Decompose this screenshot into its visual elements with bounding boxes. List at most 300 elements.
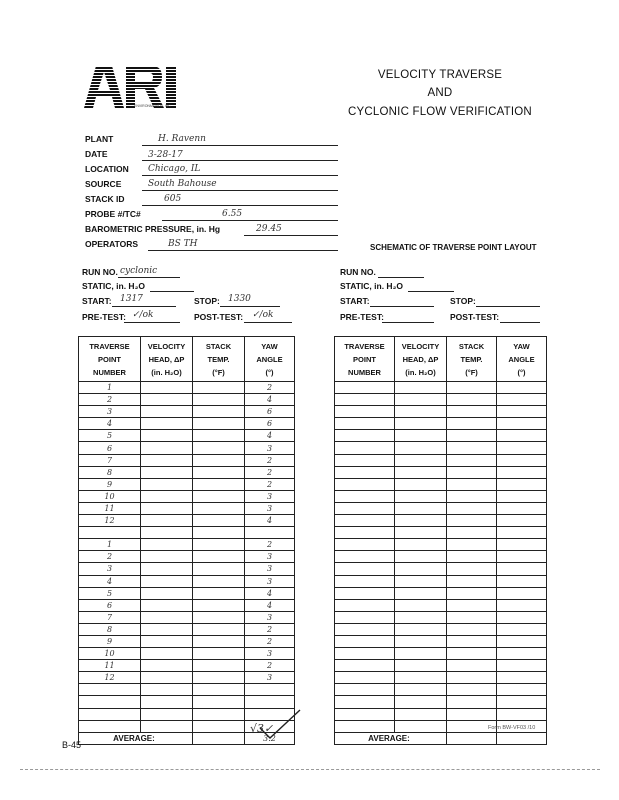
table-row bbox=[335, 696, 547, 708]
plant-line bbox=[142, 145, 338, 146]
velocity-head-cell bbox=[395, 672, 447, 684]
point-number-cell: 4 bbox=[79, 418, 141, 430]
stack-temp-cell bbox=[193, 611, 245, 623]
yaw-angle-cell: 4 bbox=[245, 430, 295, 442]
point-number-cell: 5 bbox=[79, 587, 141, 599]
stack-temp-cell bbox=[447, 696, 497, 708]
velocity-head-cell bbox=[395, 551, 447, 563]
yaw-angle-cell bbox=[497, 502, 547, 514]
point-number-cell: 12 bbox=[79, 672, 141, 684]
scan-edge-line bbox=[20, 769, 600, 770]
yaw-angle-cell bbox=[497, 648, 547, 660]
stack-temp-cell bbox=[447, 406, 497, 418]
velocity-head-cell bbox=[141, 684, 193, 696]
schematic-label: SCHEMATIC OF TRAVERSE POINT LAYOUT bbox=[370, 243, 537, 252]
point-number-cell bbox=[335, 563, 395, 575]
stack-temp-cell bbox=[447, 466, 497, 478]
stack-temp-cell bbox=[193, 394, 245, 406]
stack-temp-cell bbox=[193, 623, 245, 635]
velocity-head-cell bbox=[395, 502, 447, 514]
point-number-cell: 2 bbox=[79, 551, 141, 563]
velocity-head-cell bbox=[395, 696, 447, 708]
stack-temp-cell bbox=[447, 611, 497, 623]
stack-temp-cell bbox=[193, 575, 245, 587]
date-label: DATE bbox=[85, 149, 108, 159]
left-run-no-label: RUN NO. bbox=[82, 267, 118, 277]
stack-temp-cell bbox=[447, 587, 497, 599]
table-row bbox=[335, 708, 547, 720]
yaw-angle-cell bbox=[497, 515, 547, 527]
stack-temp-cell bbox=[447, 708, 497, 720]
point-number-cell bbox=[335, 382, 395, 394]
baro-label: BAROMETRIC PRESSURE, in. Hg bbox=[85, 224, 221, 234]
velocity-head-cell bbox=[395, 563, 447, 575]
velocity-head-cell bbox=[395, 660, 447, 672]
yaw-angle-cell: 2 bbox=[245, 466, 295, 478]
traverse-point-header: TRAVERSE POINT NUMBER bbox=[79, 337, 141, 382]
table-row bbox=[79, 684, 295, 696]
stack-temp-cell bbox=[447, 563, 497, 575]
velocity-head-cell bbox=[141, 515, 193, 527]
average-yaw-value: 3.2 bbox=[245, 732, 295, 744]
point-number-cell bbox=[335, 672, 395, 684]
point-number-cell: 12 bbox=[79, 515, 141, 527]
table-row bbox=[335, 660, 547, 672]
velocity-head-cell bbox=[395, 490, 447, 502]
stack-id-value: 605 bbox=[164, 194, 182, 204]
velocity-head-cell bbox=[395, 466, 447, 478]
average-row bbox=[335, 732, 547, 744]
point-number-cell bbox=[335, 696, 395, 708]
right-posttest-label: POST-TEST: bbox=[450, 312, 500, 322]
table-row bbox=[335, 648, 547, 660]
stack-temp-cell bbox=[447, 648, 497, 660]
right-run-no-label: RUN NO. bbox=[340, 267, 376, 277]
point-number-cell bbox=[335, 442, 395, 454]
point-number-cell: 3 bbox=[79, 406, 141, 418]
plant-label: PLANT bbox=[85, 134, 114, 144]
velocity-head-cell bbox=[395, 442, 447, 454]
point-number-cell: 3 bbox=[79, 563, 141, 575]
table-row bbox=[79, 696, 295, 708]
right-static-label: STATIC, in. H₂O bbox=[340, 281, 403, 291]
left-posttest-line bbox=[244, 322, 292, 323]
left-start-value: 1317 bbox=[120, 294, 143, 304]
yaw-angle-cell: 3 bbox=[245, 490, 295, 502]
table-row bbox=[79, 478, 295, 490]
yaw-angle-cell bbox=[497, 539, 547, 551]
stack-temp-cell bbox=[193, 635, 245, 647]
operators-label: OPERATORS bbox=[85, 239, 139, 249]
velocity-head-cell bbox=[141, 418, 193, 430]
left-static-label: STATIC, in. H₂O bbox=[82, 281, 145, 291]
stack-temp-header: STACK TEMP. (°F) bbox=[193, 337, 245, 382]
left-start-label: START: bbox=[82, 296, 112, 306]
table-row bbox=[79, 442, 295, 454]
yaw-angle-cell bbox=[497, 672, 547, 684]
table-row bbox=[79, 575, 295, 587]
yaw-angle-cell bbox=[245, 696, 295, 708]
yaw-angle-cell bbox=[497, 696, 547, 708]
stack-temp-cell bbox=[447, 394, 497, 406]
yaw-angle-cell bbox=[497, 442, 547, 454]
table-row bbox=[335, 551, 547, 563]
table-row bbox=[79, 623, 295, 635]
average-label: AVERAGE: bbox=[79, 732, 193, 744]
stack-temp-cell bbox=[447, 575, 497, 587]
velocity-head-cell bbox=[141, 527, 193, 539]
stack-temp-cell bbox=[193, 708, 245, 720]
table-row bbox=[79, 430, 295, 442]
yaw-angle-cell: 2 bbox=[245, 454, 295, 466]
yaw-angle-cell bbox=[497, 454, 547, 466]
point-number-cell: 8 bbox=[79, 466, 141, 478]
handwritten-note: √3✓ bbox=[250, 722, 274, 735]
velocity-head-cell bbox=[141, 442, 193, 454]
velocity-head-header: VELOCITY HEAD, ΔP (in. H₂O) bbox=[141, 337, 193, 382]
velocity-head-cell bbox=[395, 599, 447, 611]
stack-temp-cell bbox=[447, 442, 497, 454]
yaw-angle-cell: 2 bbox=[245, 623, 295, 635]
velocity-head-cell bbox=[141, 599, 193, 611]
velocity-head-cell bbox=[141, 696, 193, 708]
velocity-head-cell bbox=[395, 708, 447, 720]
table-row bbox=[335, 502, 547, 514]
point-number-cell bbox=[335, 611, 395, 623]
stack-temp-cell bbox=[193, 587, 245, 599]
velocity-head-cell bbox=[141, 454, 193, 466]
yaw-angle-cell bbox=[497, 599, 547, 611]
stack-temp-header: STACK TEMP. (°F) bbox=[447, 337, 497, 382]
table-row bbox=[79, 466, 295, 478]
average-yaw-cell bbox=[497, 732, 547, 744]
point-number-cell: 10 bbox=[79, 648, 141, 660]
stack-temp-cell bbox=[447, 684, 497, 696]
velocity-head-cell bbox=[141, 563, 193, 575]
stack-temp-cell bbox=[193, 539, 245, 551]
point-number-cell bbox=[335, 502, 395, 514]
point-number-cell bbox=[335, 551, 395, 563]
table-row bbox=[79, 648, 295, 660]
yaw-angle-header: YAW ANGLE (°) bbox=[497, 337, 547, 382]
point-number-cell bbox=[79, 708, 141, 720]
table-row bbox=[79, 635, 295, 647]
stack-temp-cell bbox=[447, 623, 497, 635]
stack-temp-cell bbox=[447, 551, 497, 563]
yaw-angle-cell bbox=[497, 394, 547, 406]
stack-temp-cell bbox=[447, 527, 497, 539]
velocity-head-cell bbox=[141, 720, 193, 732]
yaw-angle-cell: 2 bbox=[245, 635, 295, 647]
velocity-head-cell bbox=[141, 660, 193, 672]
table-row bbox=[335, 442, 547, 454]
yaw-angle-cell bbox=[497, 587, 547, 599]
point-number-cell: 11 bbox=[79, 502, 141, 514]
stack-temp-cell bbox=[193, 382, 245, 394]
yaw-angle-cell bbox=[497, 563, 547, 575]
table-row bbox=[79, 418, 295, 430]
point-number-cell bbox=[335, 394, 395, 406]
velocity-head-cell bbox=[395, 635, 447, 647]
form-number: Form BW-VF03 /10 bbox=[488, 725, 536, 731]
operators-value: BS TH bbox=[168, 239, 198, 249]
table-row bbox=[335, 394, 547, 406]
stack-temp-cell bbox=[193, 720, 245, 732]
stack-temp-cell bbox=[193, 442, 245, 454]
source-label: SOURCE bbox=[85, 179, 122, 189]
yaw-angle-cell bbox=[497, 660, 547, 672]
average-label: AVERAGE: bbox=[335, 732, 447, 744]
stack-temp-cell bbox=[447, 515, 497, 527]
velocity-head-cell bbox=[395, 418, 447, 430]
yaw-angle-cell: 3 bbox=[245, 672, 295, 684]
table-row bbox=[335, 430, 547, 442]
point-number-cell bbox=[335, 708, 395, 720]
velocity-head-cell bbox=[395, 430, 447, 442]
stack-temp-cell bbox=[447, 672, 497, 684]
velocity-head-cell bbox=[141, 539, 193, 551]
operators-line bbox=[148, 250, 338, 251]
velocity-head-cell bbox=[395, 454, 447, 466]
yaw-angle-cell: 3 bbox=[245, 648, 295, 660]
stack-temp-cell bbox=[447, 382, 497, 394]
table-row bbox=[335, 684, 547, 696]
velocity-head-cell bbox=[395, 382, 447, 394]
point-number-cell bbox=[335, 527, 395, 539]
left-stop-label: STOP: bbox=[194, 296, 220, 306]
baro-line bbox=[244, 235, 338, 236]
left-run-no-line bbox=[118, 277, 180, 278]
left-run-no-value: cyclonic bbox=[120, 266, 158, 276]
stack-temp-cell bbox=[193, 478, 245, 490]
stack-temp-cell bbox=[193, 684, 245, 696]
velocity-head-cell bbox=[141, 466, 193, 478]
left-pretest-label: PRE-TEST: bbox=[82, 312, 126, 322]
right-static-line bbox=[408, 291, 454, 292]
velocity-head-cell bbox=[395, 720, 447, 732]
velocity-head-cell bbox=[141, 478, 193, 490]
stack-temp-cell bbox=[193, 502, 245, 514]
yaw-angle-cell: 3 bbox=[245, 611, 295, 623]
location-line bbox=[142, 175, 338, 176]
yaw-angle-cell: 3 bbox=[245, 551, 295, 563]
point-number-cell bbox=[335, 635, 395, 647]
average-temp-cell bbox=[193, 732, 245, 744]
probe-value: 6.55 bbox=[222, 209, 243, 219]
stack-temp-cell bbox=[193, 406, 245, 418]
source-value: South Bahouse bbox=[148, 179, 217, 189]
stack-temp-cell bbox=[193, 430, 245, 442]
table-row bbox=[335, 382, 547, 394]
velocity-head-cell bbox=[395, 623, 447, 635]
right-pretest-line bbox=[382, 322, 434, 323]
point-number-cell bbox=[335, 575, 395, 587]
yaw-angle-cell bbox=[497, 478, 547, 490]
stack-temp-cell bbox=[447, 418, 497, 430]
stack-temp-cell bbox=[193, 696, 245, 708]
yaw-angle-cell: 2 bbox=[245, 660, 295, 672]
date-value: 3-28-17 bbox=[148, 150, 183, 160]
point-number-cell: 6 bbox=[79, 442, 141, 454]
table-row bbox=[79, 599, 295, 611]
yaw-angle-cell bbox=[497, 382, 547, 394]
stack-temp-cell bbox=[447, 490, 497, 502]
yaw-angle-cell: 6 bbox=[245, 418, 295, 430]
right-start-line bbox=[370, 306, 434, 307]
point-number-cell bbox=[335, 466, 395, 478]
yaw-angle-cell: 3 bbox=[245, 502, 295, 514]
velocity-head-cell bbox=[395, 684, 447, 696]
stack-id-line bbox=[142, 205, 338, 206]
table-row bbox=[79, 527, 295, 539]
point-number-cell bbox=[335, 660, 395, 672]
velocity-head-cell bbox=[141, 394, 193, 406]
left-pretest-value: ✓/ok bbox=[132, 310, 154, 320]
table-row bbox=[335, 406, 547, 418]
velocity-head-cell bbox=[395, 587, 447, 599]
velocity-head-cell bbox=[395, 527, 447, 539]
table-row bbox=[79, 490, 295, 502]
stack-temp-cell bbox=[193, 490, 245, 502]
yaw-angle-cell: 2 bbox=[245, 539, 295, 551]
right-stop-label: STOP: bbox=[450, 296, 476, 306]
point-number-cell bbox=[335, 515, 395, 527]
yaw-angle-cell bbox=[497, 418, 547, 430]
velocity-head-cell bbox=[141, 623, 193, 635]
right-traverse-table bbox=[334, 336, 547, 745]
velocity-head-cell bbox=[141, 672, 193, 684]
table-row bbox=[335, 515, 547, 527]
point-number-cell bbox=[79, 527, 141, 539]
right-run-no-line bbox=[378, 277, 424, 278]
table-row bbox=[335, 672, 547, 684]
velocity-head-cell bbox=[395, 515, 447, 527]
left-stop-line bbox=[220, 306, 280, 307]
velocity-head-cell bbox=[141, 611, 193, 623]
yaw-angle-cell: 3 bbox=[245, 442, 295, 454]
right-posttest-line bbox=[500, 322, 540, 323]
point-number-cell bbox=[335, 539, 395, 551]
yaw-angle-cell bbox=[245, 684, 295, 696]
point-number-cell: 8 bbox=[79, 623, 141, 635]
left-static-line bbox=[150, 291, 194, 292]
point-number-cell: 10 bbox=[79, 490, 141, 502]
point-number-cell bbox=[335, 623, 395, 635]
stack-temp-cell bbox=[193, 648, 245, 660]
yaw-angle-cell: 4 bbox=[245, 587, 295, 599]
date-line bbox=[142, 160, 338, 161]
left-traverse-table bbox=[78, 336, 295, 745]
stack-temp-cell bbox=[193, 660, 245, 672]
probe-line bbox=[162, 220, 338, 221]
velocity-head-cell bbox=[141, 406, 193, 418]
left-pretest-line bbox=[124, 322, 180, 323]
point-number-cell bbox=[335, 454, 395, 466]
point-number-cell: 4 bbox=[79, 575, 141, 587]
stack-temp-cell bbox=[447, 430, 497, 442]
yaw-angle-cell bbox=[497, 406, 547, 418]
velocity-head-cell bbox=[141, 708, 193, 720]
checkmark-icon bbox=[258, 708, 302, 742]
stack-temp-cell bbox=[447, 539, 497, 551]
yaw-angle-cell bbox=[497, 466, 547, 478]
yaw-angle-cell bbox=[497, 527, 547, 539]
point-number-cell: 7 bbox=[79, 611, 141, 623]
yaw-angle-cell: 4 bbox=[245, 599, 295, 611]
point-number-cell: 5 bbox=[79, 430, 141, 442]
velocity-head-cell bbox=[395, 611, 447, 623]
point-number-cell bbox=[335, 430, 395, 442]
left-posttest-value: ✓/ok bbox=[252, 310, 274, 320]
point-number-cell: 1 bbox=[79, 539, 141, 551]
point-number-cell: 11 bbox=[79, 660, 141, 672]
table-header-row bbox=[335, 337, 547, 382]
point-number-cell: 9 bbox=[79, 635, 141, 647]
stack-temp-cell bbox=[193, 418, 245, 430]
table-row bbox=[79, 502, 295, 514]
stack-temp-cell bbox=[447, 599, 497, 611]
stack-temp-cell bbox=[447, 478, 497, 490]
stack-temp-cell bbox=[193, 672, 245, 684]
point-number-cell bbox=[79, 720, 141, 732]
location-value: Chicago, IL bbox=[148, 164, 201, 174]
table-row bbox=[79, 454, 295, 466]
velocity-head-cell bbox=[141, 635, 193, 647]
yaw-angle-header: YAW ANGLE (°) bbox=[245, 337, 295, 382]
table-row bbox=[335, 623, 547, 635]
point-number-cell bbox=[335, 406, 395, 418]
table-row bbox=[335, 635, 547, 647]
table-row bbox=[335, 599, 547, 611]
logo-subtext: ENVIRONMENTAL INC bbox=[134, 104, 171, 108]
yaw-angle-cell bbox=[497, 708, 547, 720]
velocity-head-cell bbox=[141, 575, 193, 587]
company-logo bbox=[82, 64, 180, 108]
table-row bbox=[335, 418, 547, 430]
page-number: B-45 bbox=[62, 740, 82, 750]
velocity-head-cell bbox=[395, 539, 447, 551]
title-line-3: CYCLONIC FLOW VERIFICATION bbox=[348, 106, 532, 118]
stack-temp-cell bbox=[193, 599, 245, 611]
point-number-cell: 2 bbox=[79, 394, 141, 406]
table-header-row bbox=[79, 337, 295, 382]
yaw-angle-cell: 3 bbox=[245, 563, 295, 575]
point-number-cell bbox=[79, 684, 141, 696]
point-number-cell bbox=[335, 418, 395, 430]
velocity-head-cell bbox=[395, 394, 447, 406]
plant-value: H. Ravenn bbox=[158, 134, 206, 144]
baro-value: 29.45 bbox=[256, 224, 282, 234]
stack-temp-cell bbox=[193, 551, 245, 563]
velocity-head-cell bbox=[141, 382, 193, 394]
yaw-angle-cell bbox=[497, 575, 547, 587]
right-stop-line bbox=[476, 306, 540, 307]
table-row bbox=[335, 527, 547, 539]
yaw-angle-cell: 2 bbox=[245, 478, 295, 490]
point-number-cell bbox=[335, 490, 395, 502]
table-row bbox=[335, 490, 547, 502]
yaw-angle-cell: 4 bbox=[245, 394, 295, 406]
yaw-angle-cell: 4 bbox=[245, 515, 295, 527]
table-row bbox=[335, 563, 547, 575]
left-posttest-label: POST-TEST: bbox=[194, 312, 244, 322]
table-row bbox=[79, 563, 295, 575]
point-number-cell bbox=[335, 648, 395, 660]
velocity-head-cell bbox=[395, 648, 447, 660]
velocity-head-cell bbox=[395, 406, 447, 418]
table-row bbox=[79, 539, 295, 551]
stack-temp-cell bbox=[193, 527, 245, 539]
